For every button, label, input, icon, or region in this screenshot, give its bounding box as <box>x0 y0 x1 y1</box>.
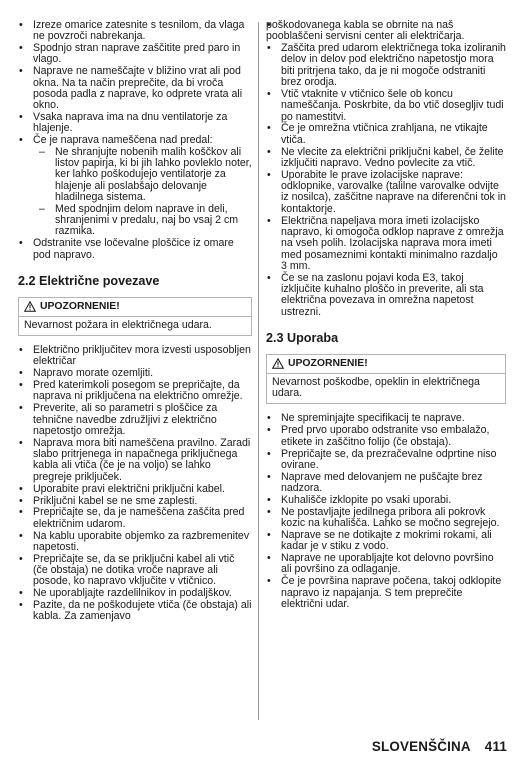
sub-list <box>33 147 252 238</box>
list-item: • Odstranite vse ločevalne ploščice iz omare pod napravo. <box>18 238 252 261</box>
list-item: • Če se na zaslonu pojavi koda E3, takoj izključite kuhalno ploščo in preverite, ali sta električna povezava in omrežna napetost ustrezni. <box>266 273 506 318</box>
list-item: • Vsaka naprava ima na dnu ventilatorje za hlajenje. <box>18 112 252 135</box>
list-item: • Prepričajte se, da se priključni kabel ali vtič (če obstaja) ne dotika vroče naprave ali posode, ko napravo vključite v vtičnico. <box>18 554 252 588</box>
list-item: • Uporabite pravi električni priključni kabel. <box>18 484 252 495</box>
list-item: • Izreze omarice zatesnite s tesnilom, da vlaga ne povzroči nabrekanja. <box>18 20 252 43</box>
list-item: • Naprave ne nameščajte v bližino vrat ali pod okna. Na ta način preprečite, da bi vroča posoda padla z naprave, ko odprete vrata ali okno. <box>18 66 252 111</box>
list-item: • Kuhališče izklopite po vsaki uporabi. <box>266 495 506 506</box>
list-item: • Spodnjo stran naprave zaščitite pred paro in vlago. <box>18 43 252 66</box>
warning-triangle-icon <box>24 301 36 312</box>
list-item: • Zaščita pred udarom električnega toka izoliranih delov in delov pod električno napetostjo mora biti pritrjena tako, da je ni mogoče odstraniti brez orodja. <box>266 43 506 88</box>
column-divider <box>258 22 259 720</box>
list-item-continued: • poškodovanega kabla se obrnite na naš pooblaščeni servisni center ali električarja. <box>266 20 506 43</box>
list-item: • Napravo morate ozemljiti. <box>18 368 252 379</box>
section-title-electrical: 2.2 Električne povezave <box>18 273 160 288</box>
list-item: • Ne uporabljajte razdelilnikov in podaljškov. <box>18 588 252 599</box>
footer-language: SLOVENŠČINA <box>371 739 471 754</box>
list-item: • Priključni kabel se ne sme zaplesti. <box>18 496 252 507</box>
sub-list-item: – Med spodnjim delom naprave in deli, shranjenimi v predalu, naj bo vsaj 2 cm razmika. <box>33 204 252 238</box>
list-item: • Na kablu uporabite objemko za razbremenitev napetosti. <box>18 531 252 554</box>
warning-triangle-icon <box>272 358 284 369</box>
list-item: • Naprave ne uporabljajte kot delovno površino ali površino za odlaganje. <box>266 553 506 576</box>
list-item: • Vtič vtaknite v vtičnico šele ob koncu nameščanja. Poskrbite, da bo vtič dosegljiv tudi po namestitvi. <box>266 89 506 123</box>
installation-list <box>18 20 252 261</box>
warning-box <box>266 354 506 405</box>
sub-list-item: – Ne shranjujte nobenih malih koščkov ali listov papirja, ki bi jih lahko povleklo noter, ker lahko poškodujejo ventilatorje za hlajenje ali poslabšajo delovanje hladilnega sistema. <box>33 147 252 203</box>
list-item-text: Če je naprava nameščena nad predal: <box>33 134 213 147</box>
list-item: • Prepričajte se, da prezračevalne odprtine niso ovirane. <box>266 449 506 472</box>
warning-box <box>18 297 252 336</box>
list-item: • Uporabite le prave izolacijske naprave: odklopnike, varovalke (talilne varovalke odvijte iz nosilca), zaščitne naprave na diferenčni tok in kontaktorje. <box>266 170 506 215</box>
page-number: 411 <box>484 739 507 754</box>
list-item: • Ne vlecite za električni priključni kabel, če želite izključiti napravo. Vedno povlecite za vtič. <box>266 147 506 170</box>
list-item: • Prepričajte se, da je nameščena zaščita pred električnim udarom. <box>18 507 252 530</box>
list-item: • Električno priključitev mora izvesti usposobljen električar <box>18 345 252 368</box>
electrical-list-continued <box>266 20 506 318</box>
right-column <box>266 20 506 611</box>
list-item: • Ne spreminjajte specifikacij te naprave. <box>266 413 506 424</box>
list-item: • Pazite, da ne poškodujete vtiča (če obstaja) ali kabla. Za zamenjavo <box>18 600 252 623</box>
list-item: • Naprave med delovanjem ne puščajte brez nadzora. <box>266 472 506 495</box>
list-item: • Če je površina naprave počena, takoj odklopite napravo iz napajanja. S tem preprečite električni udar. <box>266 576 506 610</box>
section-title-use: 2.3 Uporaba <box>266 330 339 345</box>
warning-header <box>19 298 251 317</box>
warning-text: Nevarnost poškodbe, opeklin in električnega udara. <box>272 375 480 400</box>
list-item: • Pred prvo uporabo odstranite vso embalažo, etikete in zaščitno folijo (če obstaja). <box>266 425 506 448</box>
electrical-list <box>18 345 252 623</box>
page-footer <box>372 739 507 754</box>
warning-label: UPOZORNENIE! <box>288 357 368 369</box>
list-item-with-subitems <box>18 135 252 237</box>
list-item: • Električna napeljava mora imeti izolacijsko napravo, ki omogoča odklop naprave z omrežja na vseh polih. Izolacijska naprava mora imeti med posameznimi kontakti minimalno razdaljo 3 mm. <box>266 216 506 272</box>
left-column <box>18 20 252 623</box>
warning-label: UPOZORNENIE! <box>40 300 120 312</box>
usage-list <box>266 413 506 610</box>
list-item: • Pred katerimkoli posegom se prepričajte, da naprava ni priključena na električno omrežje. <box>18 380 252 403</box>
warning-header <box>267 355 505 374</box>
list-item: • Preverite, ali so parametri s ploščice za tehnične navedbe združljivi z električno napetostjo omrežja. <box>18 403 252 437</box>
list-item: • Ne postavljajte jedilnega pribora ali pokrovk kozic na kuhališča. Lahko se močno segrejejo. <box>266 507 506 530</box>
list-item: • Naprava mora biti nameščena pravilno. Zaradi slabo pritrjenega in napačnega priključnega kabla ali vtiča (če je na voljo) se lahko pregreje priključek. <box>18 438 252 483</box>
list-item: • Če je omrežna vtičnica zrahljana, ne vtikajte vtiča. <box>266 123 506 146</box>
list-item: • Naprave se ne dotikajte z mokrimi rokami, ali kadar je v stiku z vodo. <box>266 530 506 553</box>
warning-text: Nevarnost požara in električnega udara. <box>24 318 212 331</box>
